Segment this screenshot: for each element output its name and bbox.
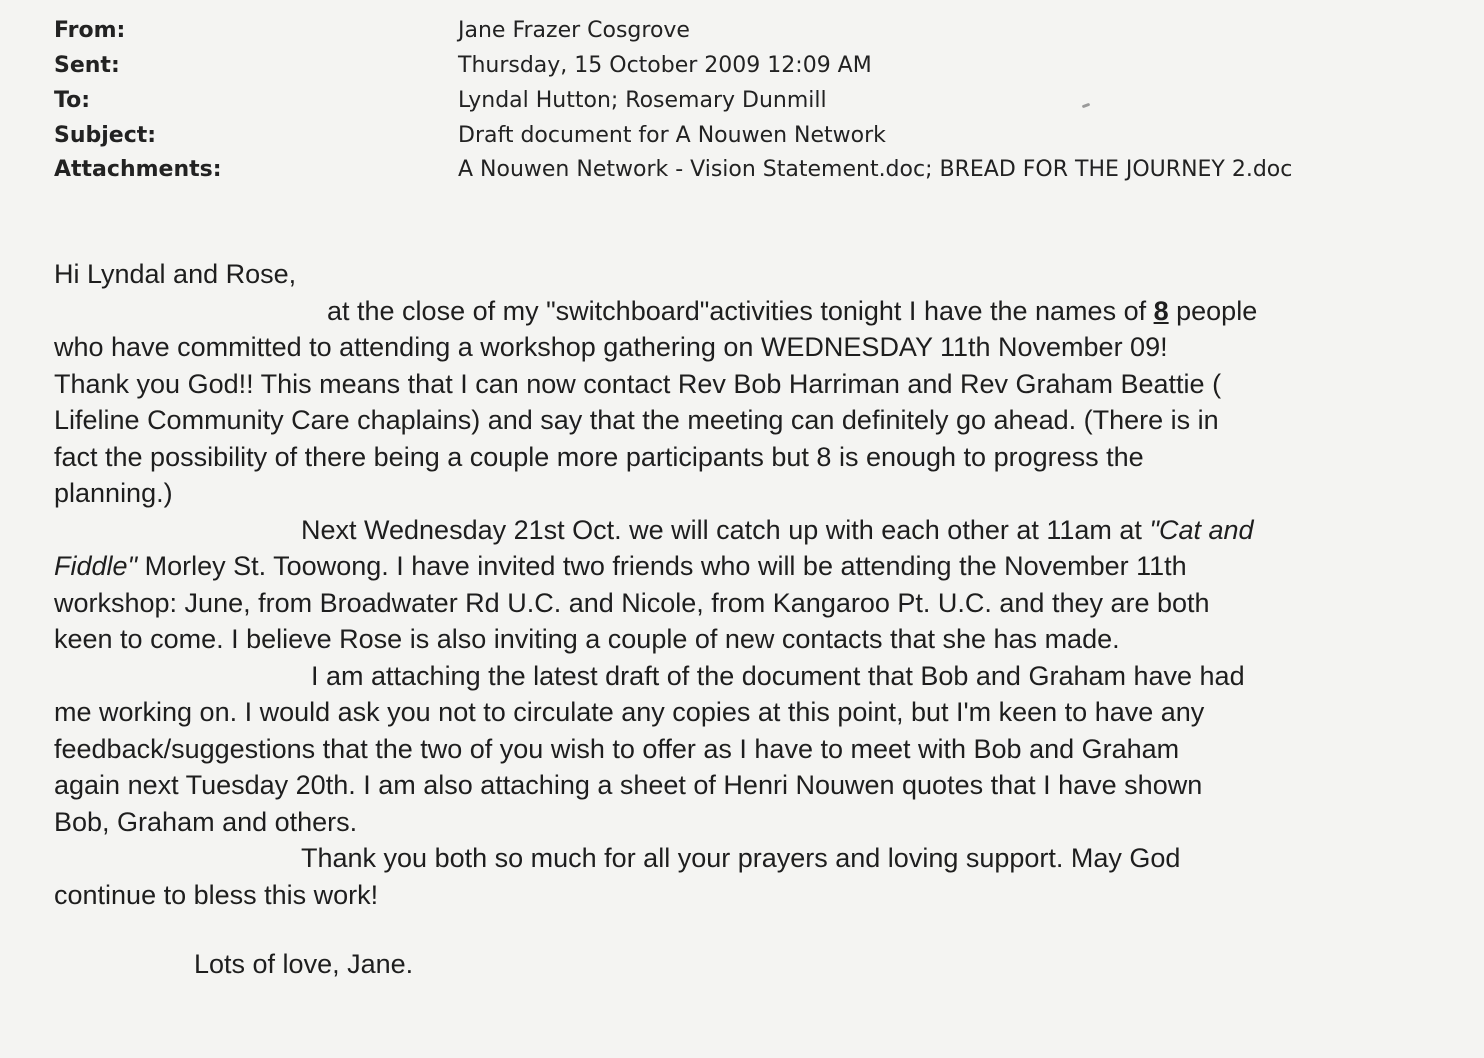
paragraph-2-line xyxy=(54,512,1434,549)
paragraph-1-line: Lifeline Community Care chaplains) and say that the meeting can definitely go ahead. (There is in xyxy=(54,405,1219,435)
from-value: Jane Frazer Cosgrove xyxy=(458,18,690,43)
text-run: people xyxy=(1168,295,1258,326)
greeting: Hi Lyndal and Rose, xyxy=(54,259,297,289)
paragraph-1-line: planning.) xyxy=(54,478,173,508)
paragraph-3-line: again next Tuesday 20th. I am also attaching a sheet of Henri Nouwen quotes that I have shown xyxy=(54,770,1203,800)
paragraph-1-line: Thank you God!! This means that I can now contact Rev Bob Harriman and Rev Graham Beattie ( xyxy=(54,368,1222,399)
paragraph-3-line: Bob, Graham and others. xyxy=(54,806,358,837)
text-run: at the close of my "switchboard"activities tonight I have the names of xyxy=(327,295,1154,326)
text-run: Next Wednesday 21st Oct. we will catch up with each other at 11am at xyxy=(301,514,1150,545)
participant-count: 8 xyxy=(1153,295,1169,326)
subject-value: Draft document for A Nouwen Network xyxy=(458,123,886,148)
signoff: Lots of love, Jane. xyxy=(194,949,414,979)
paragraph-1-line: fact the possibility of there being a couple more participants but 8 is enough to progress the xyxy=(54,441,1144,472)
paragraph-1 xyxy=(54,293,1434,512)
paragraph-3-line: I am attaching the latest draft of the document that Bob and Graham have had xyxy=(311,660,1245,691)
paragraph-3 xyxy=(54,658,1434,841)
email-body xyxy=(54,256,1434,913)
paragraph-4 xyxy=(54,840,1434,913)
paragraph-2 xyxy=(54,512,1434,658)
text-run: Morley St. Toowong. I have invited two friends who will be attending the November 11th xyxy=(137,551,1187,581)
paragraph-3-line: me working on. I would ask you not to circulate any copies at this point, but I'm keen to have any xyxy=(54,697,1205,727)
scan-speck xyxy=(1082,103,1091,109)
subject-label: Subject: xyxy=(54,123,157,148)
paragraph-4-line: continue to bless this work! xyxy=(54,879,379,910)
paragraph-1-line: who have committed to attending a workshop gathering on WEDNESDAY 11th November 09! xyxy=(54,332,1168,362)
sent-value: Thursday, 15 October 2009 12:09 AM xyxy=(458,53,872,78)
paragraph-2-line xyxy=(54,548,1434,585)
venue-name: Fiddle" xyxy=(54,551,138,581)
attachments-value: A Nouwen Network - Vision Statement.doc; BREAD FOR THE JOURNEY 2.doc xyxy=(458,157,1293,182)
paragraph-2-line: workshop: June, from Broadwater Rd U.C. and Nicole, from Kangaroo Pt. U.C. and they are both xyxy=(54,587,1210,618)
sent-label: Sent: xyxy=(54,53,120,78)
paragraph-4-line: Thank you both so much for all your prayers and loving support. May God xyxy=(301,843,1181,873)
venue-name: "Cat and xyxy=(1149,514,1254,545)
to-label: To: xyxy=(54,88,90,113)
paragraph-1-line xyxy=(54,293,1434,330)
attachments-label: Attachments: xyxy=(54,157,222,182)
paragraph-3-line: feedback/suggestions that the two of you wish to offer as I have to meet with Bob and Graham xyxy=(54,733,1180,764)
to-value: Lyndal Hutton; Rosemary Dunmill xyxy=(458,88,827,113)
from-label: From: xyxy=(54,18,126,43)
paragraph-2-line: keen to come. I believe Rose is also inviting a couple of new contacts that she has made. xyxy=(54,624,1120,654)
